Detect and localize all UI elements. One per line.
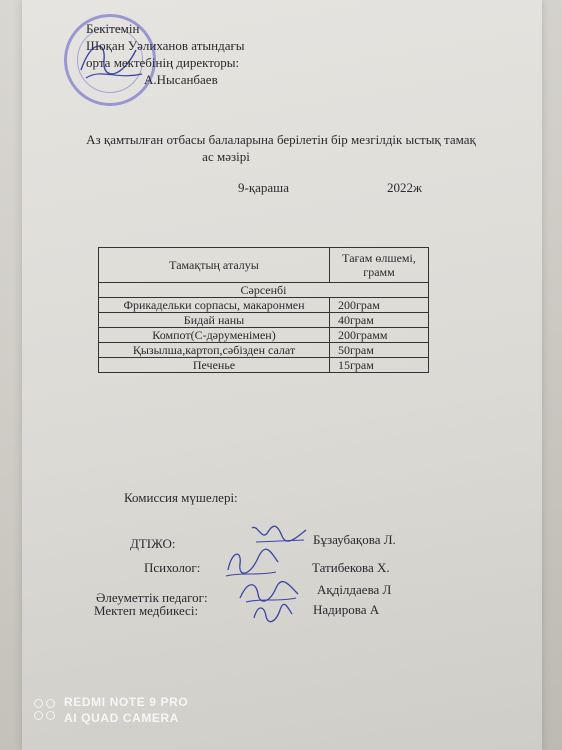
watermark-line-2: AI QUAD CAMERA — [64, 711, 180, 725]
member-name: Ақділдаева Л — [317, 582, 392, 597]
food-cell: Печенье — [99, 358, 330, 373]
signature-1 — [248, 522, 310, 548]
amount-cell: 50грам — [330, 343, 429, 358]
amount-cell: 15грам — [330, 358, 429, 373]
camera-logo-icon — [34, 699, 56, 721]
table-header-row — [99, 248, 429, 283]
food-cell: Қызылша,картоп,сәбізден салат — [99, 343, 330, 358]
document-title — [0, 131, 562, 165]
approval-line-4: А.Нысанбаев — [144, 72, 218, 87]
member-name: Бұзаубақова Л. — [313, 532, 396, 547]
menu-date: 9-қараша — [238, 180, 289, 195]
member-role: Мектеп медбикесі: — [94, 603, 199, 618]
member-role: ДТІЖО: — [130, 536, 176, 551]
food-cell: Компот(С-дәруменімен) — [99, 328, 330, 343]
food-cell: Бидай наны — [99, 313, 330, 328]
table-row — [99, 328, 429, 343]
table-row — [99, 358, 429, 373]
watermark-text — [64, 694, 188, 726]
signature-4 — [250, 600, 294, 626]
document-page — [22, 0, 542, 750]
food-cell: Фрикадельки сорпасы, макаронмен — [99, 298, 330, 313]
table-row — [99, 298, 429, 313]
amount-cell: 200грам — [330, 298, 429, 313]
member-name: Надирова А — [313, 602, 380, 617]
table-row — [99, 313, 429, 328]
member-role: Әлеуметтік педагог: — [96, 590, 208, 605]
commission-heading: Комиссия мүшелері: — [124, 490, 238, 505]
table-row — [99, 343, 429, 358]
approval-line-1: Бекітемін — [86, 21, 140, 36]
member-role: Психолог: — [144, 560, 201, 575]
title-line-1: Аз қамтылған отбасы балаларына берілетін бір мезгілдік ыстық тамақ — [86, 132, 476, 147]
header-portion — [330, 248, 429, 283]
header-portion-line-2: грамм — [363, 265, 395, 279]
amount-cell: 200грамм — [330, 328, 429, 343]
header-portion-line-1: Тағам өлшемі, — [342, 251, 416, 265]
amount-cell: 40грам — [330, 313, 429, 328]
title-line-2: ас мәзірі — [202, 149, 250, 164]
camera-watermark — [34, 694, 188, 726]
watermark-line-1: REDMI NOTE 9 PRO — [64, 695, 189, 709]
header-food-name: Тамақтың аталуы — [99, 248, 330, 283]
member-name: Татибекова Х. — [312, 560, 390, 575]
signature-2 — [222, 546, 282, 580]
table-day-row — [99, 283, 429, 298]
approval-line-3: орта мектебінің директоры: — [86, 55, 240, 70]
approval-block — [86, 20, 245, 88]
menu-table — [98, 247, 429, 373]
approval-line-2: Шоқан Уәлиханов атындағы — [86, 38, 245, 53]
day-label: Сәрсенбі — [99, 283, 429, 298]
menu-year: 2022ж — [387, 180, 422, 195]
